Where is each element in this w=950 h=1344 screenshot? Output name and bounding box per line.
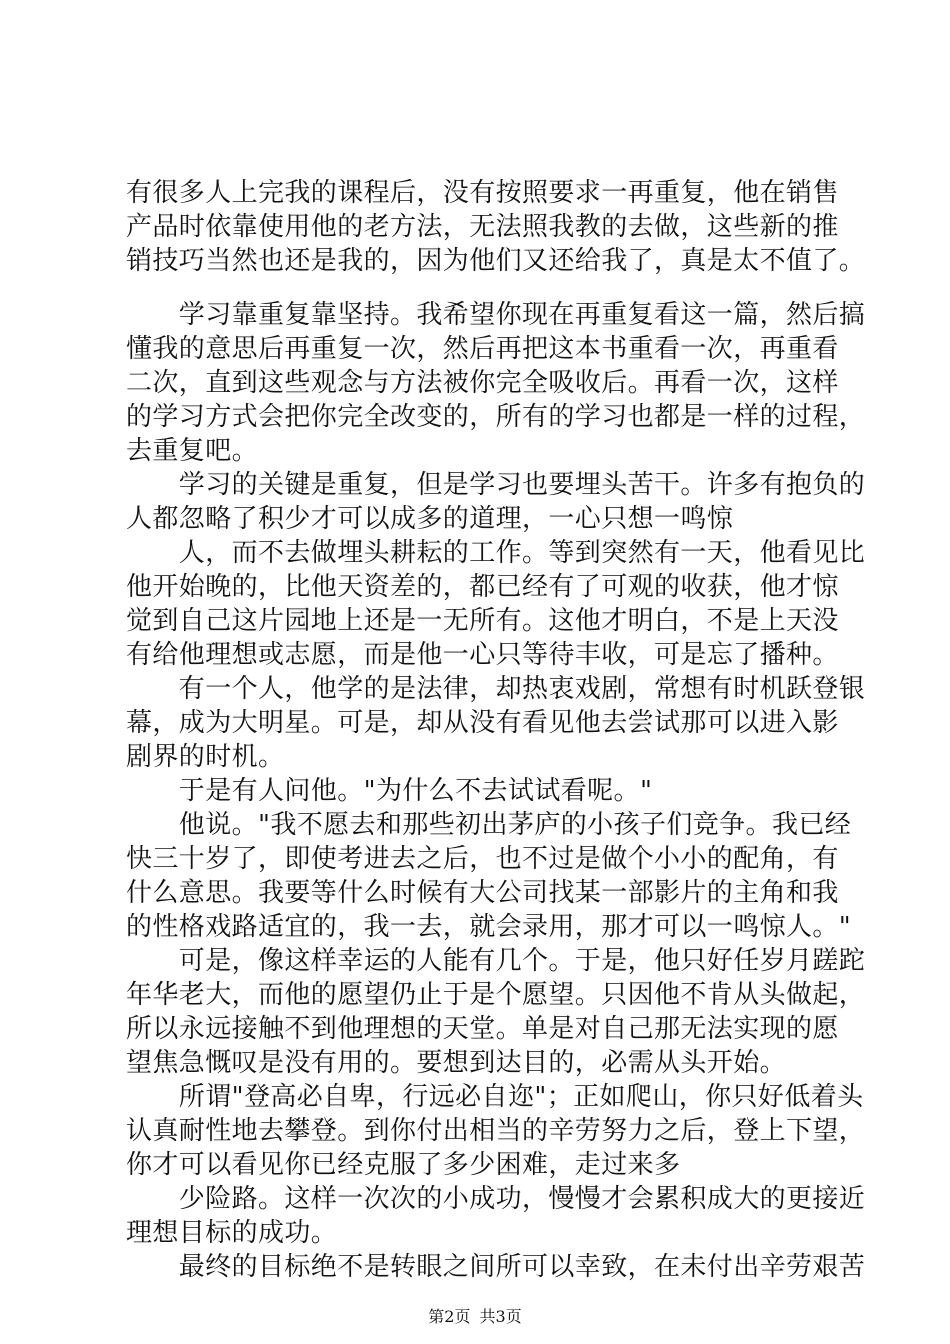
text-line: 人都忽略了积少才可以成多的道理，一心只想一鸣惊 (126, 504, 734, 534)
text-line: 认真耐性地去攀登。到你付出相当的辛劳努力之后，登上下望， (126, 1116, 866, 1146)
text-line: 年华老大，而他的愿望仍止于是个愿望。只因他不肯从头做起， (126, 980, 866, 1010)
text-line: 的学习方式会把你完全改变的，所有的学习也都是一样的过程， (126, 402, 866, 432)
text-line: 你才可以看见你已经克服了多少困难，走过来多 (126, 1150, 681, 1180)
page-number: 第2页 (428, 1307, 471, 1326)
page-footer (0, 1307, 950, 1327)
text-line: 最终的目标绝不是转眼之间所可以幸致，在未付出辛劳艰苦 (126, 1252, 866, 1282)
text-line: 觉到自己这片园地上还是一无所有。这他才明白，不是上天没 (126, 606, 839, 636)
text-line: 的性格戏路适宜的，我一去，就会录用，那才可以一鸣惊人。" (126, 912, 852, 942)
text-line: 可是，像这样幸运的人能有几个。于是，他只好任岁月蹉跎 (126, 946, 866, 976)
text-line: 他开始晚的，比他天资差的，都已经有了可观的收获，他才惊 (126, 572, 839, 602)
text-line: 少险路。这样一次次的小成功，慢慢才会累积成大的更接近 (126, 1184, 866, 1214)
text-line: 望焦急慨叹是没有用的。要想到达目的，必需从头开始。 (126, 1048, 787, 1078)
text-line: 有很多人上完我的课程后，没有按照要求一再重复，他在销售 (126, 178, 839, 208)
text-line: 所谓"登高必自卑，行远必自迩"；正如爬山，你只好低着头 (126, 1082, 864, 1112)
page-total: 共3页 (479, 1307, 522, 1326)
text-line: 剧界的时机。 (126, 742, 285, 772)
text-line: 有一个人，他学的是法律，却热衷戏剧，常想有时机跃登银 (126, 674, 866, 704)
text-line: 于是有人问他。"为什么不去试试看呢。" (126, 776, 653, 806)
text-line: 快三十岁了，即使考进去之后，也不过是做个小小的配角，有 (126, 844, 839, 874)
text-line: 懂我的意思后再重复一次，然后再把这本书重看一次，再重看 (126, 334, 839, 364)
text-line: 去重复吧。 (126, 436, 259, 466)
text-line: 学习的关键是重复，但是学习也要埋头苦干。许多有抱负的 (126, 470, 866, 500)
text-line: 二次，直到这些观念与方法被你完全吸收后。再看一次，这样 (126, 368, 839, 398)
text-line: 学习靠重复靠坚持。我希望你现在再重复看这一篇，然后搞 (126, 300, 866, 330)
text-line: 什么意思。我要等什么时候有大公司找某一部影片的主角和我 (126, 878, 839, 908)
text-line: 产品时依靠使用他的老方法，无法照我教的去做，这些新的推 (126, 212, 839, 242)
text-line: 他说。"我不愿去和那些初出茅庐的小孩子们竞争。我已经 (126, 810, 852, 840)
text-line: 理想目标的成功。 (126, 1218, 338, 1248)
text-line: 幕，成为大明星。可是，却从没有看见他去尝试那可以进入影 (126, 708, 839, 738)
text-line: 所以永远接触不到他理想的天堂。单是对自己那无法实现的愿 (126, 1014, 839, 1044)
text-line: 有给他理想或志愿，而是他一心只等待丰收，可是忘了播种。 (126, 640, 839, 670)
text-line: 人，而不去做埋头耕耘的工作。等到突然有一天，他看见比 (126, 538, 866, 568)
text-line: 销技巧当然也还是我的，因为他们又还给我了，真是太不值了。 (126, 246, 866, 276)
